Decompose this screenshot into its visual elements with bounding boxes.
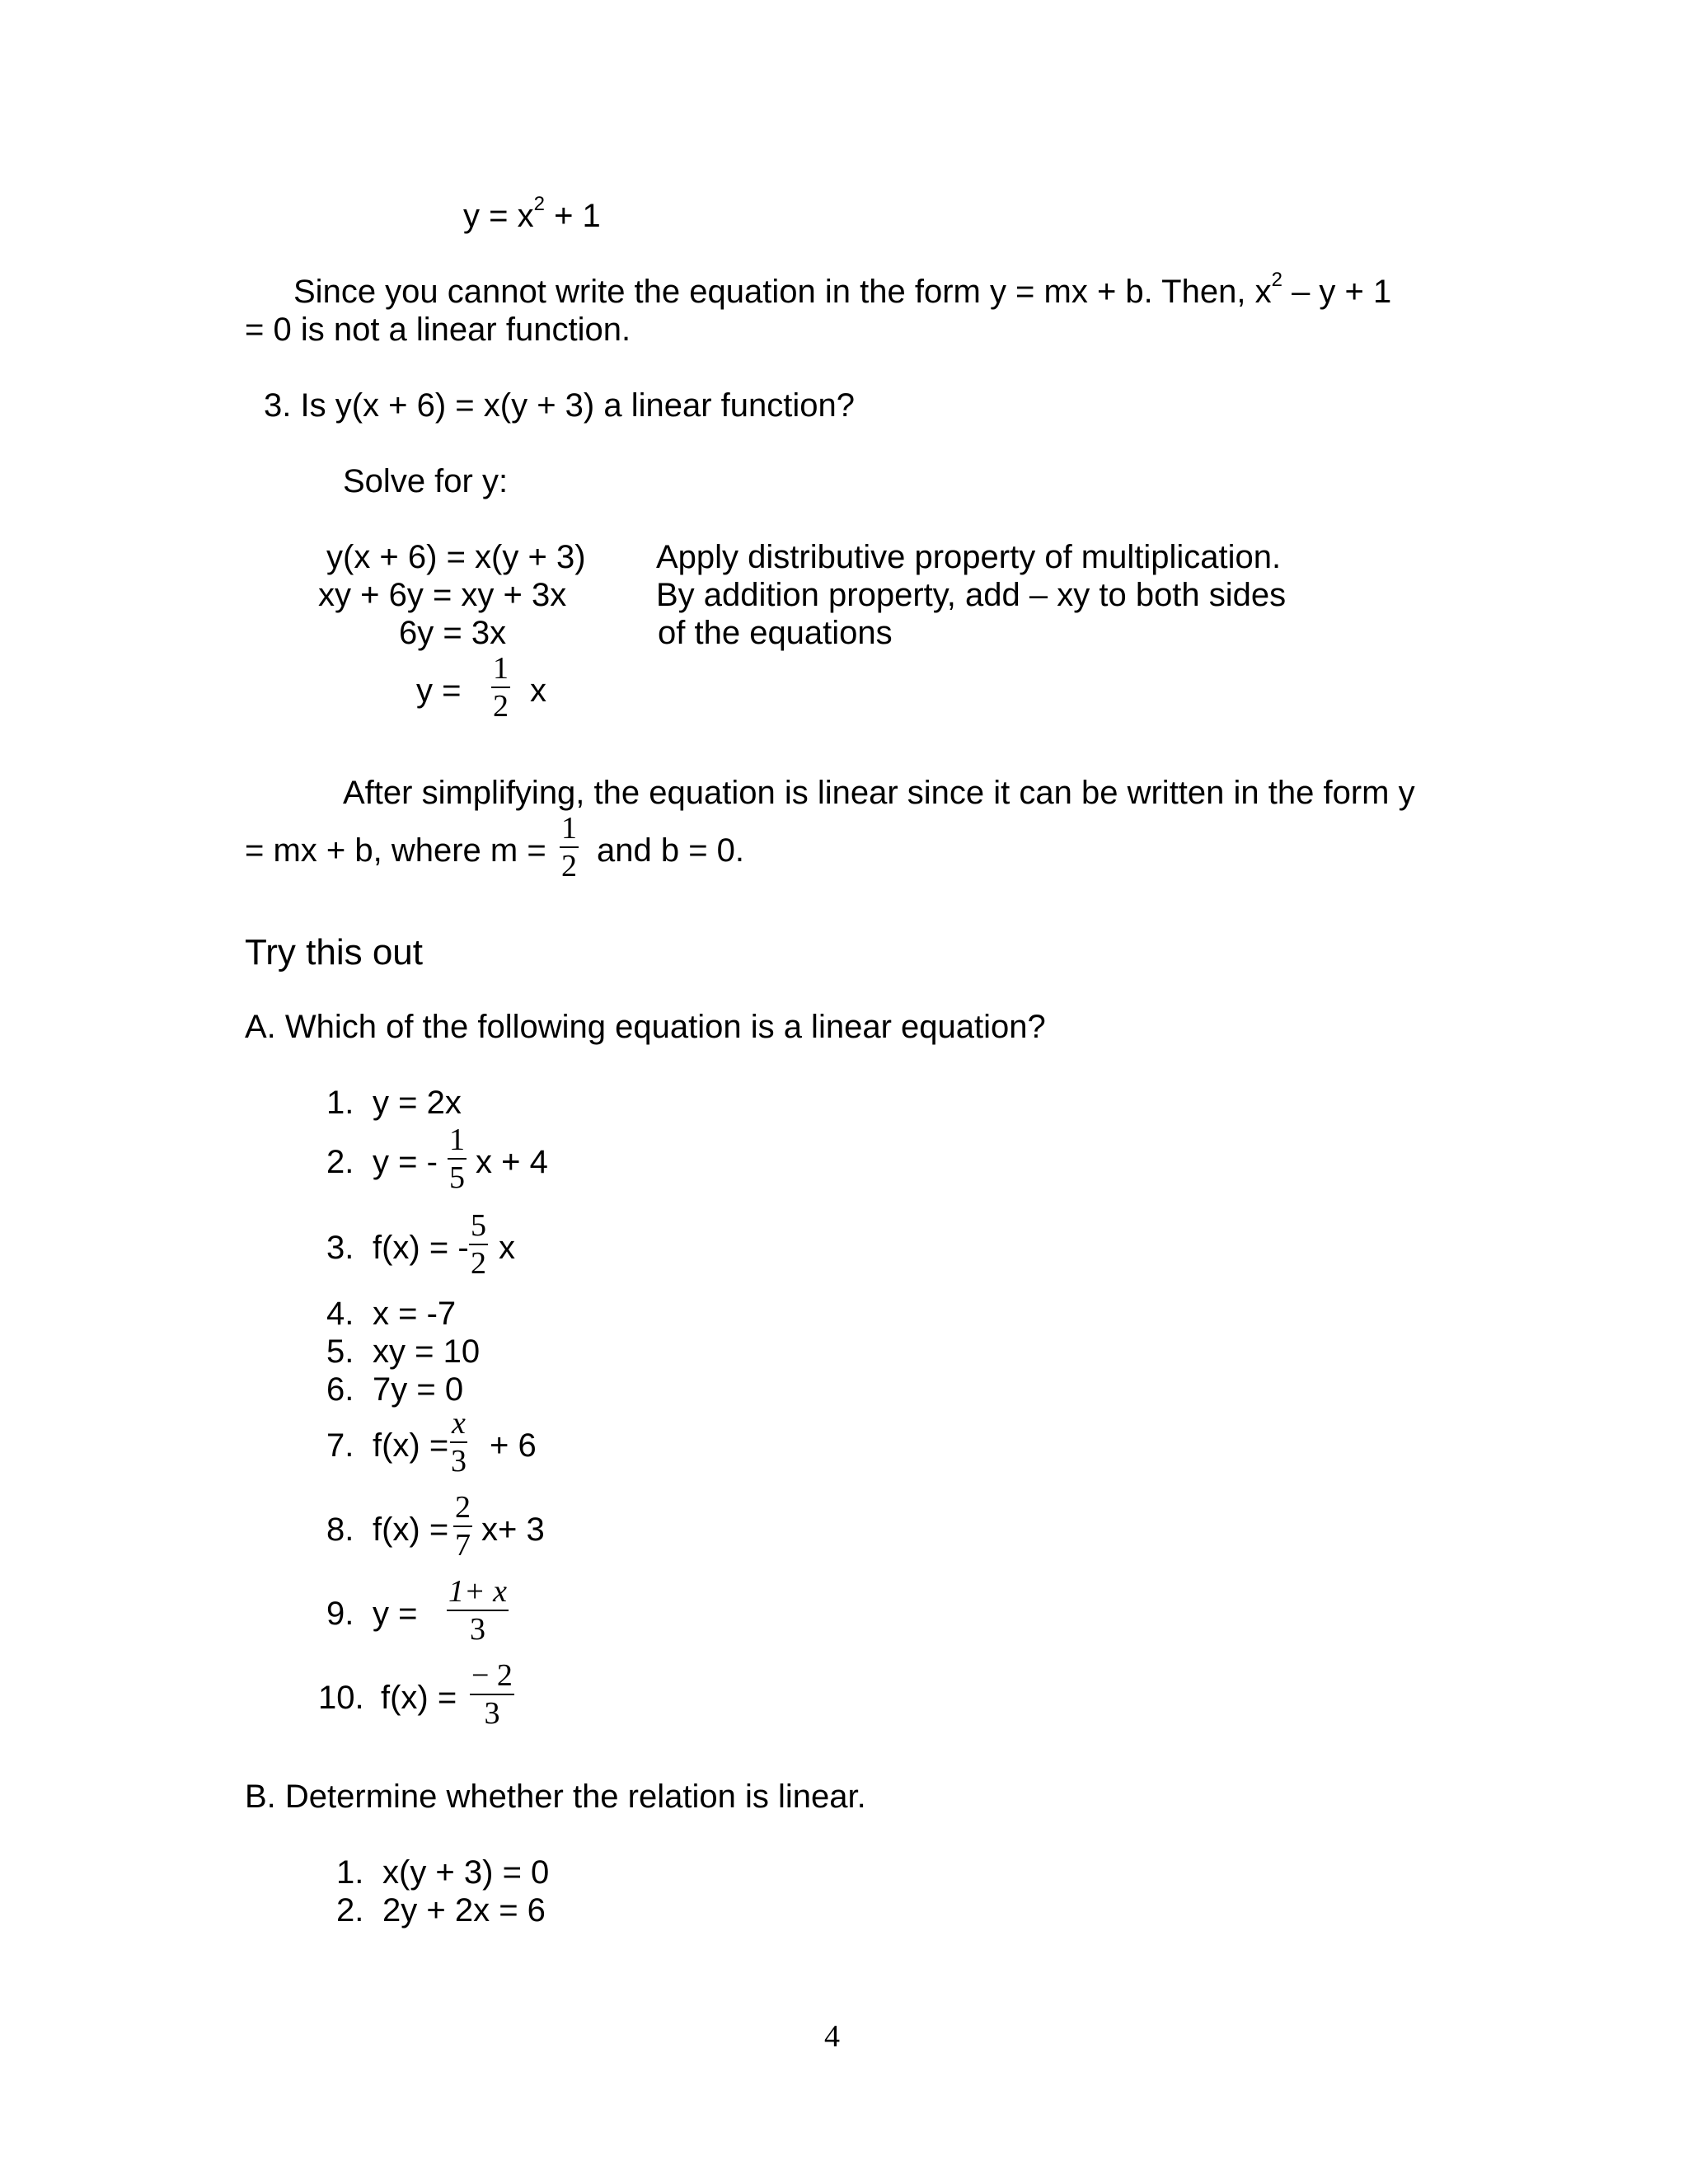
conclusion-line-2-tail: and b = 0.	[597, 832, 745, 869]
part-a-item-9-number: 9.	[326, 1596, 354, 1632]
conclusion-numerator: 1	[561, 811, 577, 846]
part-a-item-3-prefix: f(x) = -	[373, 1230, 469, 1266]
step-2-equation: xy + 6y = xy + 3x	[318, 577, 567, 613]
part-a-item-9-denominator: 3	[470, 1612, 485, 1647]
example-3-question: 3. Is y(x + 6) = x(y + 3) a linear function?	[264, 387, 855, 424]
step-1-equation: y(x + 6) = x(y + 3)	[326, 539, 586, 575]
part-a-item-9-numerator: 1+ x	[448, 1574, 508, 1609]
step-4-lhs: y =	[416, 673, 462, 709]
part-a-item-8-denominator: 7	[455, 1528, 471, 1563]
part-a-item-10-denominator: 3	[484, 1696, 500, 1731]
part-a-item-7-fraction	[450, 1408, 467, 1477]
part-a-item-8-numerator: 2	[455, 1490, 471, 1525]
part-a-item-2-fraction	[448, 1124, 467, 1193]
conclusion-line-1: After simplifying, the equation is linear since it can be written in the form y	[343, 775, 1415, 811]
conclusion-fraction	[560, 813, 579, 882]
part-a-item-10-number: 10.	[318, 1680, 364, 1716]
part-a-question: A. Which of the following equation is a linear equation?	[245, 1009, 1046, 1045]
part-a-item-8-number: 8.	[326, 1511, 354, 1548]
part-b-item-2-text: 2y + 2x = 6	[382, 1892, 546, 1929]
part-a-item-4-text: x = -7	[373, 1296, 457, 1332]
since-line-1-tail: – y + 1	[1282, 274, 1392, 310]
step-4-numerator: 1	[493, 651, 509, 686]
part-b-item-2-number: 2.	[336, 1892, 364, 1929]
part-a-item-2-suffix: x + 4	[476, 1144, 548, 1180]
since-line-1-text: Since you cannot write the equation in the form y = mx + b. Then, x	[293, 274, 1272, 310]
part-a-item-9-fraction	[447, 1576, 509, 1645]
part-a-item-3-denominator: 2	[471, 1246, 486, 1281]
step-4-fraction	[491, 653, 510, 722]
since-line-1	[293, 269, 1392, 310]
part-a-item-7-suffix: + 6	[490, 1427, 537, 1464]
part-a-item-5-text: xy = 10	[373, 1333, 481, 1370]
part-a-item-3-suffix: x	[499, 1230, 515, 1266]
part-a-item-10-numerator: − 2	[471, 1658, 513, 1693]
since-line-2: = 0 is not a linear function.	[245, 312, 631, 348]
part-a-item-3-numerator: 5	[471, 1208, 486, 1243]
since-exponent: 2	[1271, 269, 1282, 291]
part-a-item-6-text: 7y = 0	[373, 1371, 464, 1408]
part-a-item-8-prefix: f(x) =	[373, 1511, 449, 1548]
part-a-item-6-number: 6.	[326, 1371, 354, 1408]
part-a-item-2-denominator: 5	[449, 1160, 465, 1195]
intro-equation-lhs: y = x	[463, 198, 534, 234]
intro-equation-exponent: 2	[533, 193, 545, 215]
part-b-item-1-number: 1.	[336, 1854, 364, 1891]
part-a-item-7-number: 7.	[326, 1427, 354, 1464]
intro-equation-rhs: + 1	[544, 198, 601, 234]
step-3-equation: 6y = 3x	[399, 615, 507, 651]
part-a-item-4-number: 4.	[326, 1296, 354, 1332]
part-a-item-9-prefix: y =	[373, 1596, 418, 1632]
part-a-item-2-prefix: y = -	[373, 1144, 438, 1180]
part-b-item-1-text: x(y + 3) = 0	[382, 1854, 550, 1891]
part-a-item-3-number: 3.	[326, 1230, 354, 1266]
part-a-item-2-number: 2.	[326, 1144, 354, 1180]
step-4-denominator: 2	[493, 689, 509, 724]
part-a-item-1-number: 1.	[326, 1085, 354, 1121]
step-2-note: By addition property, add – xy to both sides	[656, 577, 1287, 613]
part-a-item-7-numerator: x	[452, 1406, 466, 1441]
part-a-item-8-fraction	[453, 1492, 472, 1561]
step-3-note: of the equations	[658, 615, 893, 651]
section-heading: Try this out	[245, 932, 423, 972]
part-a-item-2-numerator: 1	[449, 1122, 465, 1157]
conclusion-line-2: = mx + b, where m =	[245, 832, 546, 869]
part-a-item-1-text: y = 2x	[373, 1085, 462, 1121]
part-a-item-10-prefix: f(x) =	[381, 1680, 457, 1716]
part-a-item-7-denominator: 3	[450, 1444, 467, 1479]
page-number: 4	[824, 2019, 840, 2054]
conclusion-denominator: 2	[561, 849, 577, 883]
part-a-item-10-fraction	[470, 1660, 514, 1729]
part-b-question: B. Determine whether the relation is linear.	[245, 1779, 866, 1815]
part-a-item-3-fraction	[469, 1210, 488, 1279]
intro-equation	[463, 193, 601, 234]
step-1-note: Apply distributive property of multiplication.	[656, 539, 1282, 575]
step-4-rhs: x	[530, 673, 546, 709]
part-a-item-7-prefix: f(x) =	[373, 1427, 449, 1464]
part-a-item-8-suffix: x+ 3	[481, 1511, 545, 1548]
solve-label: Solve for y:	[343, 463, 509, 499]
part-a-item-5-number: 5.	[326, 1333, 354, 1370]
